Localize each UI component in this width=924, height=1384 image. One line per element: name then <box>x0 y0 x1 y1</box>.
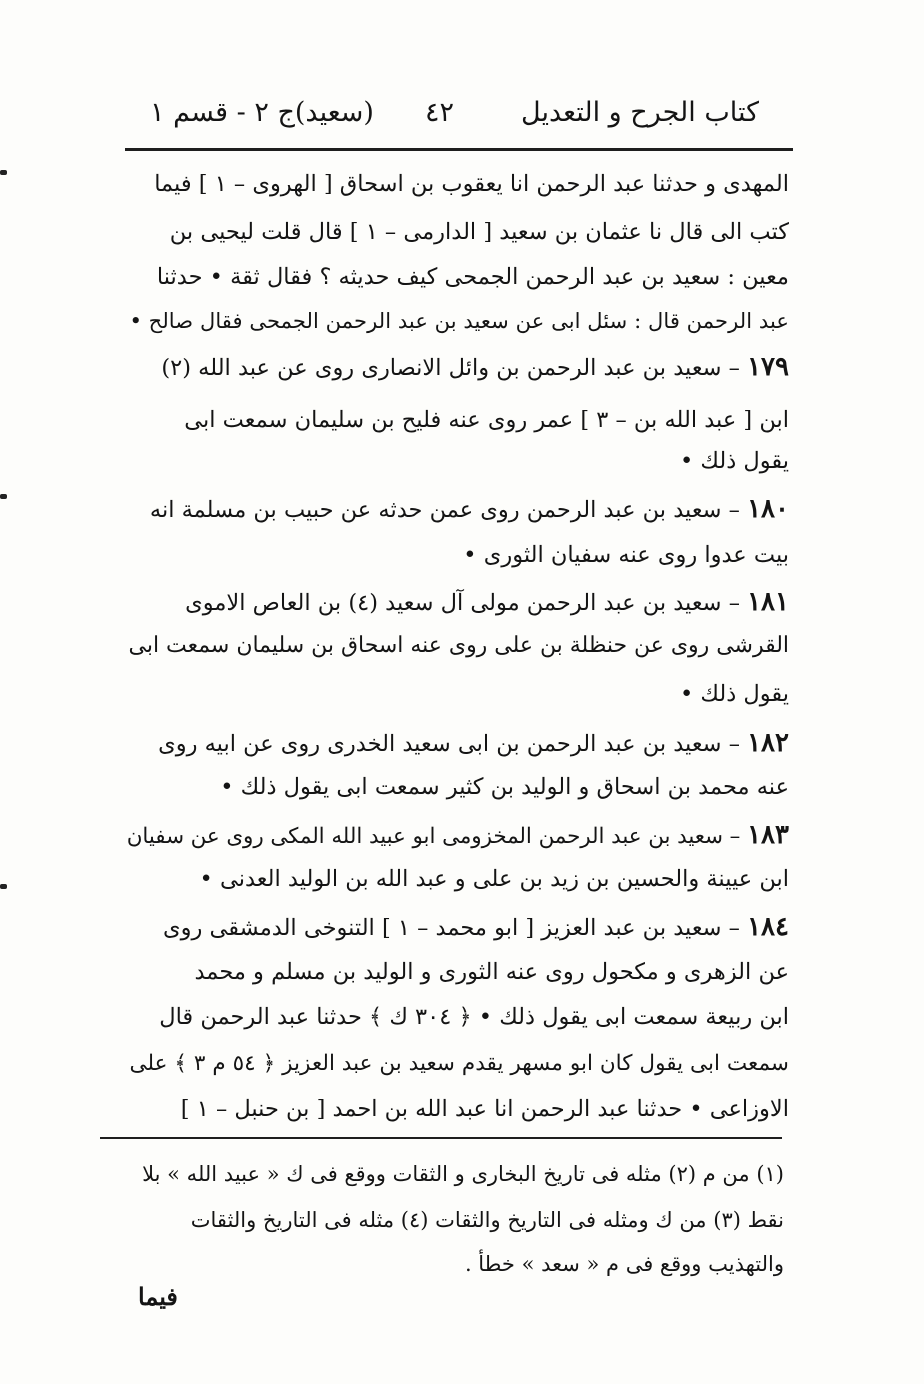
text-line <box>157 253 789 301</box>
line-text: عنه محمد بن اسحاق و الوليد بن كثير سمعت ابى يقول ذلك • <box>220 774 789 800</box>
line-text: – سعيد بن عبد الرحمن بن ابى سعيد الخدرى روى عن ابيه روى <box>158 731 748 757</box>
entry-line <box>161 343 789 391</box>
margin-mark <box>0 170 7 175</box>
line-text: يقول ذلك • <box>679 681 789 707</box>
line-text: المهدى و حدثنا عبد الرحمن انا يعقوب بن اسحاق [ الهروى – ١ ] فيما <box>154 171 789 197</box>
line-text: ابن عيينة والحسين بن زيد بن على و عبد الله بن الوليد العدنى • <box>199 866 789 892</box>
text-line <box>170 208 789 256</box>
entry-number: ١٨٢ <box>747 728 789 758</box>
text-line <box>129 297 789 345</box>
margin-mark <box>0 884 7 889</box>
line-text: معين : سعيد بن عبد الرحمن الجمحى كيف حديثه ؟ فقال ثقة • حدثنا <box>156 264 789 290</box>
footnote-line: والتهذيب ووقع فى م « سعد » خطأ . <box>464 1252 784 1276</box>
line-text: كتب الى قال نا عثمان بن سعيد [ الدارمى – ١ ] قال قلت ليحيى بن <box>169 219 789 245</box>
line-text: – سعيد بن عبد الرحمن المخزومى ابو عبيد الله المكى روى عن سفيان <box>126 824 748 849</box>
volume-label: (سعيد)ج ٢ - قسم ١ <box>150 97 374 128</box>
text-line <box>680 437 789 485</box>
entry-number: ١٨٠ <box>747 494 789 524</box>
entry-number: ١٨٣ <box>747 820 789 850</box>
footnote-line: نقط (٣) من ك ومثله فى التاريخ والثقات (٤) مثله فى التاريخ والثقات <box>190 1208 784 1232</box>
line-text: – سعيد بن عبد الرحمن مولى آل سعيد (٤) بن العاص الاموى <box>185 590 748 616</box>
line-text: – سعيد بن عبد الرحمن بن وائل الانصارى روى عن عبد الله (٢) <box>161 355 748 381</box>
line-text: سمعت ابى يقول كان ابو مسهر يقدم سعيد بن عبد العزيز ﴿ ٥٤ م ٣ ﴾ على <box>129 1051 789 1076</box>
entry-number: ١٧٩ <box>747 352 789 382</box>
line-text: القرشى روى عن حنظلة بن على روى عنه اسحاق بن سليمان سمعت ابى <box>128 633 789 658</box>
running-title: كتاب الجرح و التعديل <box>521 97 759 128</box>
line-text: – سعيد بن عبد العزيز [ ابو محمد – ١ ] التنوخى الدمشقى روى <box>163 915 748 941</box>
page-number: ٤٢ <box>425 97 455 128</box>
line-text: عبد الرحمن قال : سئل ابى عن سعيد بن عبد الرحمن الجمحى فقال صالح • <box>129 308 789 333</box>
margin-mark <box>0 494 7 499</box>
text-line <box>463 531 789 579</box>
line-text: ابن [ عبد الله بن – ٣ ] عمر روى عنه فليح بن سليمان سمعت ابى <box>184 407 789 433</box>
text-line <box>195 948 790 996</box>
entry-line <box>158 719 789 767</box>
text-line <box>220 763 789 811</box>
line-text: بيت عدوا روى عنه سفيان الثورى • <box>463 542 789 568</box>
text-line <box>130 1040 789 1088</box>
entry-line <box>163 903 789 951</box>
text-line <box>181 1085 789 1133</box>
entry-number: ١٨٤ <box>747 912 789 942</box>
text-line <box>159 993 789 1041</box>
line-text: ابن ربيعة سمعت ابى يقول ذلك • ﴿ ٣٠٤ ك ﴾ حدثنا عبد الرحمن قال <box>159 1004 789 1030</box>
entry-line <box>127 811 789 859</box>
footnote-line: (١) من م (٢) مثله فى تاريخ البخارى و الثقات ووقع فى ك « عبيد الله » بلا <box>142 1162 784 1186</box>
entry-line <box>185 578 789 626</box>
catchword: فيما <box>138 1282 178 1311</box>
text-line <box>129 622 789 670</box>
text-line <box>200 855 789 903</box>
entry-number: ١٨١ <box>747 587 789 617</box>
text-line <box>154 160 789 208</box>
line-text: الاوزاعى • حدثنا عبد الرحمن انا عبد الله بن احمد [ بن حنبل – ١ ] <box>180 1096 789 1122</box>
footnote-rule <box>100 1137 782 1139</box>
line-text: – سعيد بن عبد الرحمن روى عمن حدثه عن حبيب بن مسلمة انه <box>149 497 748 523</box>
line-text: يقول ذلك • <box>679 448 789 474</box>
header-rule <box>125 148 793 151</box>
entry-line <box>150 485 789 533</box>
text-line <box>680 670 789 718</box>
line-text: عن الزهرى و مكحول روى عنه الثورى و الوليد بن مسلم و محمد <box>194 959 789 985</box>
